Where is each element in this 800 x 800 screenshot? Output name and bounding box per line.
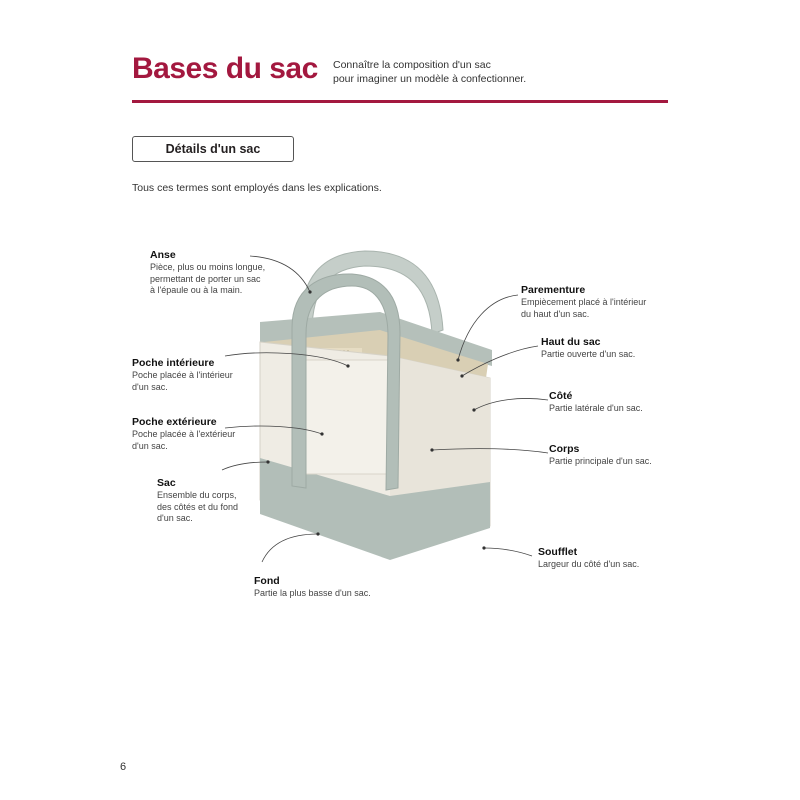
leader-dot	[472, 408, 475, 411]
label-term: Côté	[549, 390, 573, 402]
label-term: Soufflet	[538, 546, 578, 558]
label-line: du haut d'un sac.	[521, 308, 590, 319]
label-line: Ensemble du corps,	[157, 490, 237, 500]
leader-dot	[316, 532, 319, 535]
label-line: d'un sac.	[132, 381, 168, 392]
leader-poche-exterieure	[225, 426, 322, 434]
leader-soufflet	[484, 548, 532, 556]
label-line: Pièce, plus ou moins longue,	[150, 262, 266, 272]
intro-line: Connaître la composition d'un sac	[333, 59, 491, 71]
label-fond	[254, 574, 371, 600]
leader-dot	[482, 546, 485, 549]
leader-corps	[432, 449, 548, 453]
label-term: Poche intérieure	[132, 357, 215, 369]
label-term: Corps	[549, 443, 580, 455]
label-line: Empiècement placé à l'intérieur	[521, 297, 647, 307]
label-line: d'un sac.	[157, 513, 193, 523]
label-term: Fond	[254, 575, 280, 587]
label-line: Partie ouverte d'un sac.	[541, 349, 636, 359]
leader-dot	[320, 432, 323, 435]
leader-dot	[266, 460, 269, 463]
label-line: des côtés et du fond	[157, 501, 239, 512]
leader-dot	[308, 290, 311, 293]
leader-parementure	[458, 295, 518, 360]
label-poche-interieure	[132, 356, 233, 393]
label-cote	[549, 389, 643, 415]
leader-poche-interieure	[225, 353, 348, 366]
page-title: Bases du sac	[132, 52, 318, 85]
label-line: d'un sac.	[132, 440, 168, 451]
label-line: Partie la plus basse d'un sac.	[254, 588, 371, 598]
leader-cote	[474, 398, 548, 410]
leader-haut-du-sac	[462, 346, 538, 376]
label-term: Poche extérieure	[132, 416, 217, 428]
leader-fond	[262, 534, 318, 562]
label-term: Sac	[157, 477, 176, 489]
intro-line: pour imaginer un modèle à confectionner.	[333, 73, 527, 85]
label-line: Largeur du côté d'un sac.	[538, 559, 640, 569]
leader-dot	[430, 448, 433, 451]
label-haut-du-sac	[541, 335, 635, 361]
label-line: Partie latérale d'un sac.	[549, 403, 643, 413]
page-number: 6	[120, 761, 127, 773]
label-line: Poche placée à l'extérieur	[132, 429, 236, 439]
leader-dot	[460, 374, 463, 377]
label-term: Haut du sac	[541, 336, 601, 348]
label-soufflet	[538, 545, 639, 571]
label-poche-exterieure	[132, 415, 235, 452]
label-corps	[549, 442, 652, 468]
label-anse	[150, 248, 265, 297]
lead-text: Tous ces termes sont employés dans les explications.	[132, 182, 382, 194]
leader-dot	[456, 358, 459, 361]
label-parementure	[521, 283, 646, 320]
label-line: Poche placée à l'intérieur	[132, 370, 233, 380]
label-line: à l'épaule ou à la main.	[150, 285, 243, 295]
label-line: permettant de porter un sac	[150, 273, 261, 284]
leader-sac	[222, 462, 268, 470]
label-term: Anse	[150, 249, 176, 261]
label-sac	[157, 476, 238, 525]
label-term: Parementure	[521, 284, 586, 296]
leader-dot	[346, 364, 349, 367]
section-heading: Détails d'un sac	[132, 136, 294, 162]
label-line: Partie principale d'un sac.	[549, 456, 652, 466]
